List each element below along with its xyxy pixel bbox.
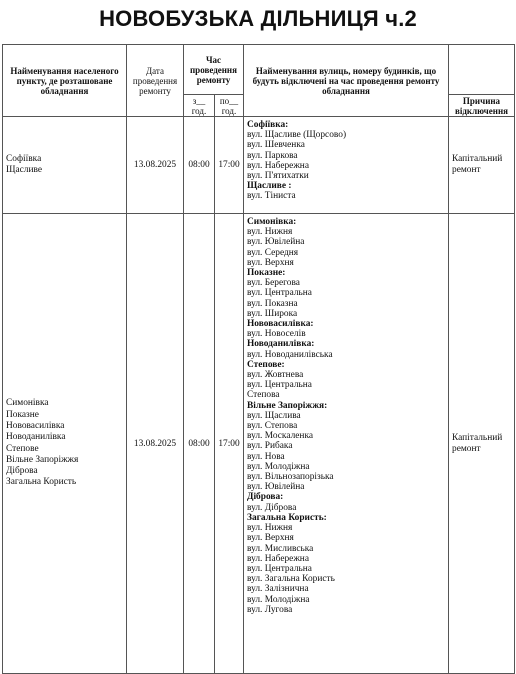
street-name: вул. Діброва <box>247 502 297 513</box>
table-row <box>3 214 515 674</box>
street-name: вул. Молодіжна <box>247 461 310 472</box>
street-name: вул. Широка <box>247 308 298 319</box>
street-name: вул. Центральна <box>247 563 312 574</box>
settlement-name: Софіївка <box>6 153 42 164</box>
street-name: вул. Степова <box>247 421 298 432</box>
settlement-name: Степове <box>6 443 39 454</box>
street-name: вул. Вільнозапорізька <box>247 472 334 483</box>
street-name: вул. Молодіжна <box>247 594 310 605</box>
header-date: Дата проведення ремонту <box>127 45 184 117</box>
street-name: вул. Загальна Користь <box>247 574 335 585</box>
street-name: вул. Нова <box>247 451 285 462</box>
settlement-name: Симонівка <box>6 398 49 409</box>
street-name: вул. Ювілейна <box>247 237 305 248</box>
time-to-cell: 17:00 <box>215 214 244 674</box>
street-group-heading: Показне: <box>247 268 286 279</box>
street-group-heading: Нововасилівка: <box>247 319 314 330</box>
street-name: вул. Рибака <box>247 441 293 452</box>
street-name: вул. Центральна <box>247 380 312 391</box>
header-time: Час проведення ремонту <box>184 45 244 95</box>
time-from-cell: 08:00 <box>184 117 215 214</box>
reason-cell: Капітальний ремонт <box>449 214 515 674</box>
header-streets: Найменування вулиць, номеру будинків, що будуть відключені на час проведення ремонту обладнання <box>244 45 449 117</box>
settlement-name: Щасливе <box>6 165 43 175</box>
street-name: вул. Ювілейна <box>247 482 305 493</box>
settlements-cell <box>3 117 127 214</box>
streets-cell <box>244 117 449 214</box>
street-group-heading: Вільне Запоріжжя: <box>247 400 328 411</box>
street-name: вул. Верхня <box>247 533 294 544</box>
street-group-heading: Загальна Користь: <box>247 512 327 523</box>
page-title: НОВОБУЗЬКА ДІЛЬНИЦЯ ч.2 <box>99 6 417 31</box>
reason-cell: Капітальний ремонт <box>449 117 515 214</box>
settlement-name: Загальна Користь <box>6 477 77 488</box>
street-name: вул. Новоданилівська <box>247 349 333 360</box>
outage-schedule-table <box>2 44 515 674</box>
street-name: вул. Лугова <box>247 604 293 615</box>
settlements-cell <box>3 214 127 674</box>
street-name: вул. Жовтнева <box>247 370 304 381</box>
street-name: вул. Залізнична <box>247 584 309 595</box>
street-name: вул. Шевченка <box>247 140 305 151</box>
street-name: Степова <box>247 390 280 401</box>
street-name: вул. Щасливе (Щорсово) <box>247 130 347 141</box>
street-group-heading: Степове: <box>247 359 285 370</box>
settlement-name: Діброва <box>6 466 38 477</box>
street-name: вул. Набережна <box>247 553 309 564</box>
header-from: з__ год. <box>184 95 215 117</box>
header-reason-spacer <box>449 45 515 95</box>
settlement-name: Нововасилівка <box>6 420 65 431</box>
settlement-name: Вільне Запоріжжя <box>6 454 79 465</box>
header-to: по__ год. <box>215 95 244 117</box>
street-name: вул. Набережна <box>247 160 309 171</box>
street-group-heading: Симонівка: <box>247 217 297 227</box>
street-group-heading: Новоданилівка: <box>247 339 315 350</box>
date-cell: 13.08.2025 <box>127 214 184 674</box>
street-name: вул. Середня <box>247 247 299 258</box>
street-group-heading: Щасливе : <box>247 181 292 192</box>
street-name: вул. Москаленка <box>247 431 314 442</box>
time-from-cell: 08:00 <box>184 214 215 674</box>
street-name: вул. Щаслива <box>247 410 301 421</box>
street-name: вул. Берегова <box>247 278 300 289</box>
street-name: вул. Центральна <box>247 288 312 299</box>
street-group-heading: Софіївка: <box>247 120 289 130</box>
table-row <box>3 117 515 214</box>
street-name: вул. Показна <box>247 298 298 309</box>
street-name: вул. Паркова <box>247 150 298 161</box>
settlement-name: Показне <box>6 409 39 420</box>
street-name: вул. Нижня <box>247 227 293 238</box>
street-group-heading: Діброва: <box>247 492 284 503</box>
settlement-name: Новоданилівка <box>6 432 66 443</box>
street-name: вул. Мисливська <box>247 543 314 554</box>
header-reason: Причина відключення <box>449 95 515 117</box>
time-to-cell: 17:00 <box>215 117 244 214</box>
street-name: вул. Нижня <box>247 523 293 534</box>
streets-cell <box>244 214 449 674</box>
street-name: вул. Верхня <box>247 257 294 268</box>
street-name: вул. П'ятихатки <box>247 171 309 182</box>
date-cell: 13.08.2025 <box>127 117 184 214</box>
street-name: вул. Новоселів <box>247 329 306 340</box>
header-settlement: Найменування населеного пункту, де розташоване обладнання <box>3 45 127 117</box>
street-name: вул. Тiниста <box>247 191 296 202</box>
